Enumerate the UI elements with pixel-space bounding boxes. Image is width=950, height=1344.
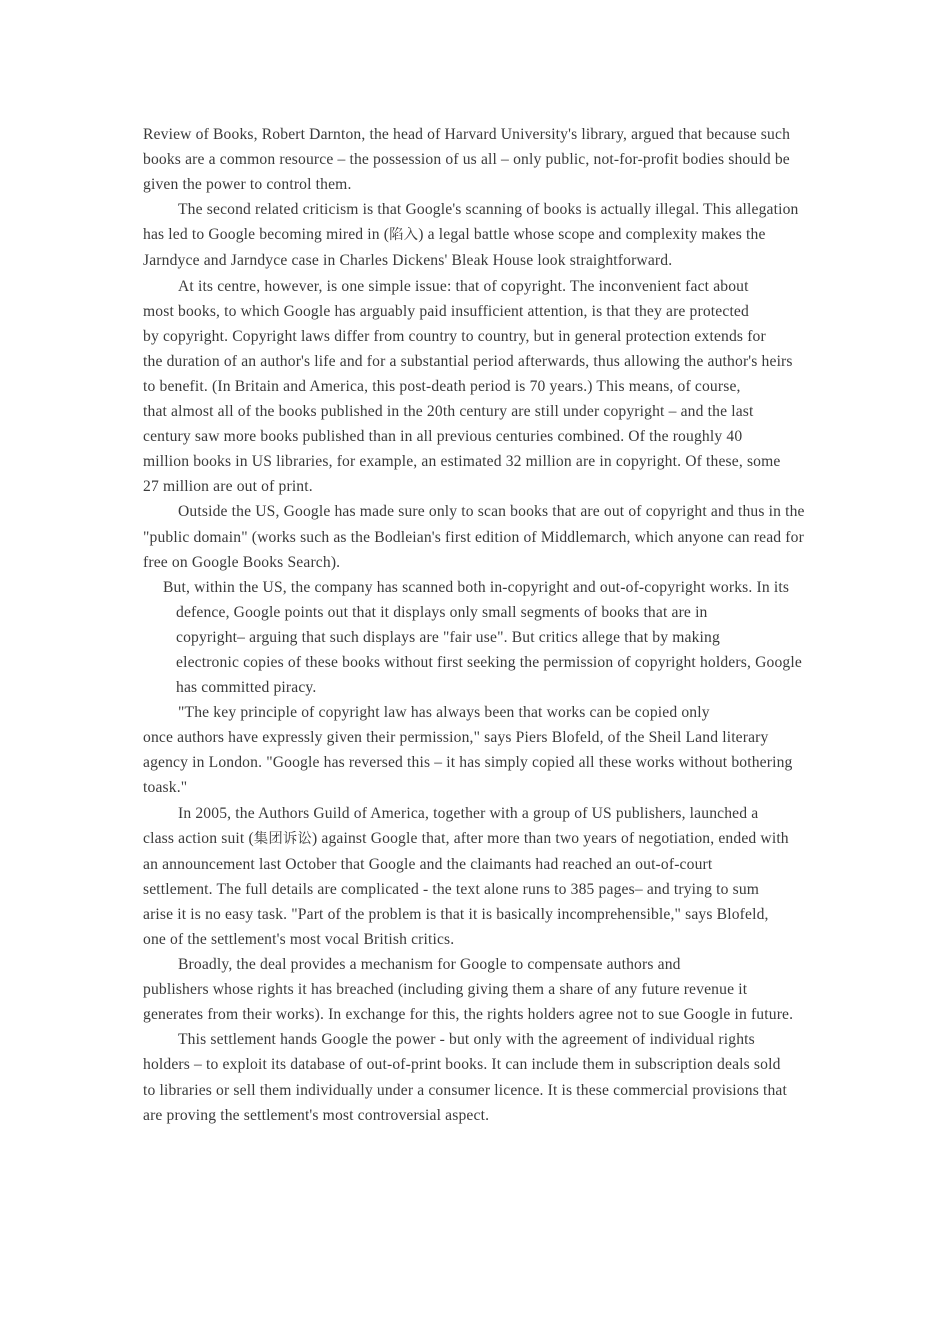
para-broadly-deal [143, 952, 811, 1027]
text-line: At its centre, however, is one simple issue: that of copyright. The inconvenient fact about [178, 277, 749, 295]
text-line: defence, Google points out that it displays only small segments of books that are in [176, 603, 708, 621]
text-line: that almost all of the books published in the 20th century are still under copyright – and the last [143, 403, 754, 421]
text-line: This settlement hands Google the power - but only with the agreement of individual rights [178, 1031, 755, 1049]
para-copyright-centre [143, 274, 811, 500]
text-line: the duration of an author's life and for a substantial period afterwards, thus allowing the author's heirs [143, 352, 793, 370]
text-line: by copyright. Copyright laws differ from country to country, but in general protection extends for [143, 327, 766, 345]
text-line: an announcement last October that Google and the claimants had reached an out-of-court [143, 855, 713, 873]
para-darnton [143, 122, 811, 197]
text-line: "The key principle of copyright law has always been that works can be copied only [178, 704, 710, 722]
text-line: has committed piracy. [176, 679, 317, 697]
text-line: million books in US libraries, for example, an estimated 32 million are in copyright. Of these, some [143, 453, 781, 471]
para-key-principle [143, 700, 811, 800]
cjk-gloss: 集团诉讼 [253, 830, 312, 847]
text-line: agency in London. "Google has reversed this – it has simply copied all these works without bothering [143, 754, 793, 772]
text-line: free on Google Books Search). [143, 553, 341, 571]
text-line: electronic copies of these books without first seeking the permission of copyright holders, Google [176, 653, 802, 671]
text-line: "public domain" (works such as the Bodleian's first edition of Middlemarch, which anyone can read for [143, 528, 804, 546]
para-second-criticism [143, 197, 811, 273]
text-line: toask." [143, 779, 188, 797]
text-line: But, within the US, the company has scanned both in-copyright and out-of-copyright works. In its [163, 578, 790, 596]
text-line: to benefit. (In Britain and America, this post-death period is 70 years.) This means, of course, [143, 377, 741, 395]
para-settlement-power [143, 1027, 811, 1127]
text-line: Outside the US, Google has made sure only to scan books that are out of copyright and thus in the [178, 503, 805, 521]
text-line: arise it is no easy task. "Part of the problem is that it is basically incomprehensible," says Blofeld, [143, 905, 769, 923]
text-line: are proving the settlement's most controversial aspect. [143, 1106, 490, 1124]
text-line: once authors have expressly given their permission," says Piers Blofeld, of the Sheil Land literary [143, 729, 769, 747]
para-within-us [143, 575, 811, 700]
text-line: books are a common resource – the possession of us all – only public, not-for-profit bodies should be [143, 151, 790, 169]
text-line: generates from their works). In exchange for this, the rights holders agree not to sue Google in future. [143, 1006, 794, 1024]
para-2005-lawsuit [143, 801, 811, 953]
text-line: given the power to control them. [143, 176, 352, 194]
text-line: Review of Books, Robert Darnton, the head of Harvard University's library, argued that because such [143, 126, 791, 143]
text-line: settlement. The full details are complicated - the text alone runs to 385 pages– and trying to sum [143, 880, 760, 898]
text-line: Jarndyce and Jarndyce case in Charles Dickens' Bleak House look straightforward. [143, 252, 673, 270]
text-line: century saw more books published than in all previous centuries combined. Of the roughly 40 [143, 428, 743, 446]
text-line: to libraries or sell them individually under a consumer licence. It is these commercial provisions that [143, 1081, 787, 1099]
text-line: copyright– arguing that such displays are "fair use". But critics allege that by making [176, 628, 720, 646]
text-line: most books, to which Google has arguably paid insufficient attention, is that they are protected [143, 302, 749, 320]
text-line: holders – to exploit its database of out-of-print books. It can include them in subscription deals sold [143, 1056, 781, 1074]
cjk-gloss: 陷入 [389, 227, 419, 244]
text-line: In 2005, the Authors Guild of America, together with a group of US publishers, launched a [178, 804, 759, 822]
text-line: 27 million are out of print. [143, 478, 313, 496]
text-line: class action suit (集团诉讼) against Google that, after more than two years of negotiation, ended with [143, 829, 789, 847]
text-line: Broadly, the deal provides a mechanism for Google to compensate authors and [178, 956, 681, 974]
document-text-body [143, 122, 811, 1128]
text-line: has led to Google becoming mired in (陷入) a legal battle whose scope and complexity makes the [143, 226, 766, 244]
text-line: one of the settlement's most vocal British critics. [143, 931, 455, 948]
text-line: The second related criticism is that Google's scanning of books is actually illegal. This allegation [178, 201, 799, 219]
para-outside-us [143, 499, 811, 574]
text-line: publishers whose rights it has breached (including giving them a share of any future revenue it [143, 981, 748, 999]
